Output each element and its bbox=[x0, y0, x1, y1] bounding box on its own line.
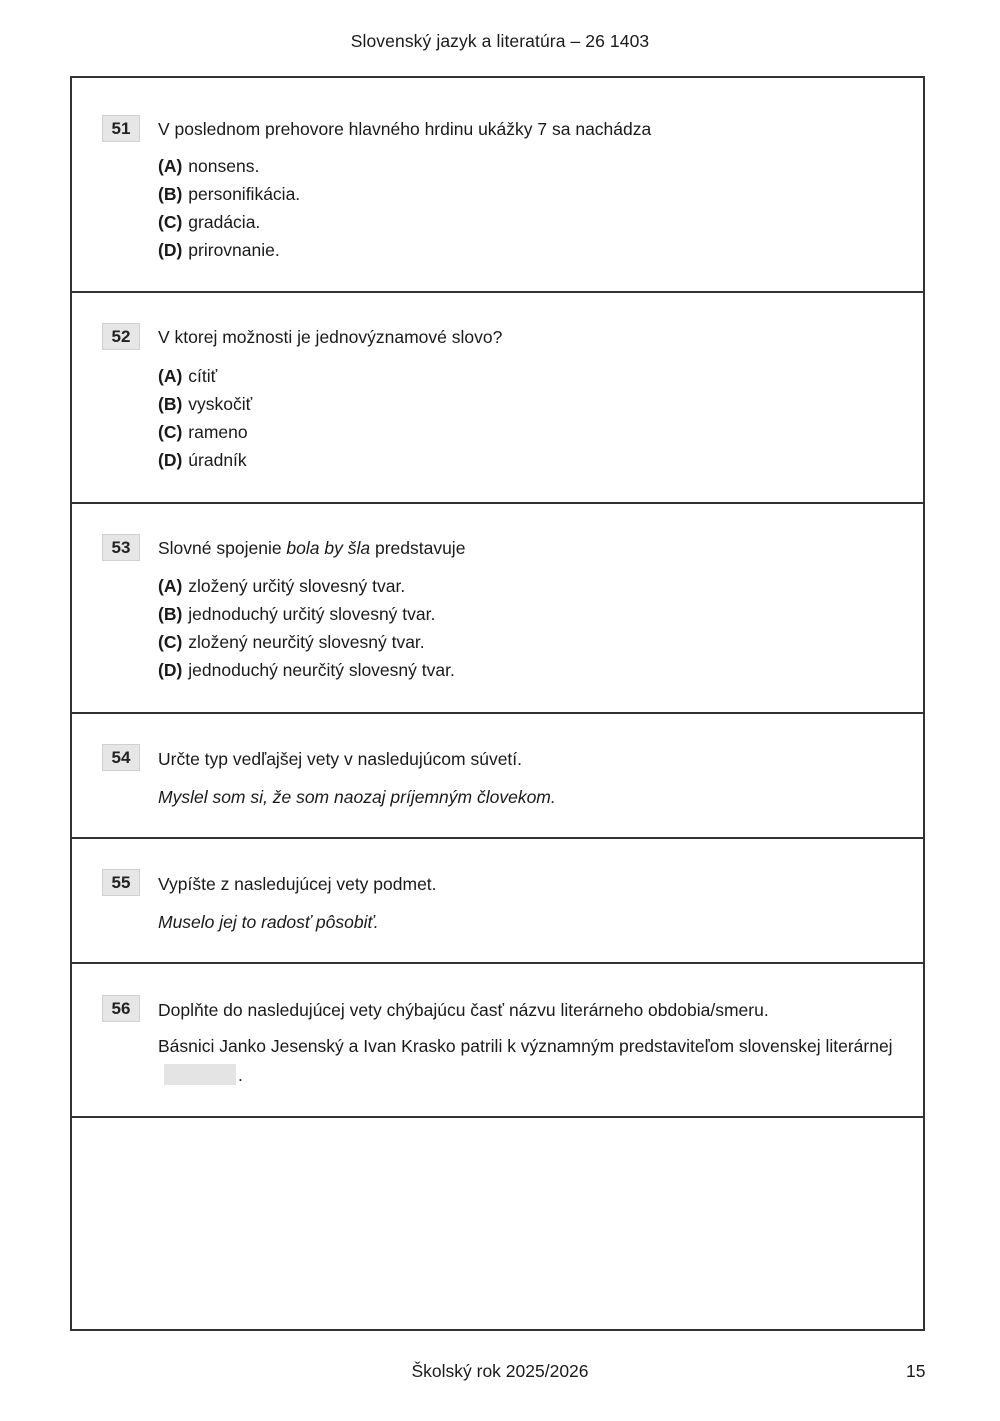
empty-answer-area bbox=[72, 1118, 923, 1329]
question-stem: V ktorej možnosti je jednovýznamové slovo? bbox=[158, 327, 503, 347]
option-letter: (C) bbox=[158, 212, 183, 232]
option-c[interactable] bbox=[158, 211, 300, 239]
example-sentence: Myslel som si, že som naozaj príjemným človekom. bbox=[158, 787, 556, 807]
question-number: 54 bbox=[102, 744, 140, 771]
question-51 bbox=[72, 78, 923, 293]
option-letter: (D) bbox=[158, 660, 183, 680]
option-text: zložený určitý slovesný tvar. bbox=[188, 576, 406, 596]
question-number: 52 bbox=[102, 323, 140, 350]
option-b[interactable] bbox=[158, 603, 455, 631]
question-53 bbox=[72, 502, 923, 714]
question-number: 51 bbox=[102, 115, 140, 142]
stem-text: Slovné spojenie bbox=[158, 538, 287, 558]
option-letter: (A) bbox=[158, 366, 183, 386]
option-b[interactable] bbox=[158, 183, 300, 211]
sentence-end: . bbox=[238, 1065, 243, 1085]
option-letter: (A) bbox=[158, 576, 183, 596]
question-55 bbox=[72, 837, 923, 964]
option-text: cítiť bbox=[188, 366, 218, 386]
example-sentence: Muselo jej to radosť pôsobiť. bbox=[158, 912, 379, 932]
option-text: úradník bbox=[188, 450, 247, 470]
option-d[interactable] bbox=[158, 239, 300, 267]
option-a[interactable] bbox=[158, 155, 300, 183]
option-text: nonsens. bbox=[188, 156, 260, 176]
question-number: 53 bbox=[102, 534, 140, 561]
option-text: vyskočiť bbox=[188, 394, 253, 414]
option-letter: (B) bbox=[158, 394, 183, 414]
option-letter: (D) bbox=[158, 240, 183, 260]
option-list bbox=[158, 365, 252, 477]
sentence-text: Básnici Janko Jesenský a Ivan Krasko patrili k významným predstaviteľom slovenskej literárnej bbox=[158, 1036, 893, 1056]
question-stem: V poslednom prehovore hlavného hrdinu ukážky 7 sa nachádza bbox=[158, 119, 652, 139]
option-text: jednoduchý neurčitý slovesný tvar. bbox=[188, 660, 455, 680]
option-letter: (C) bbox=[158, 422, 183, 442]
question-stem bbox=[158, 537, 465, 559]
option-letter: (A) bbox=[158, 156, 183, 176]
question-56 bbox=[72, 962, 923, 1118]
question-number: 55 bbox=[102, 869, 140, 896]
option-list bbox=[158, 575, 455, 687]
option-text: prirovnanie. bbox=[188, 240, 280, 260]
page-number: 15 bbox=[906, 1361, 926, 1381]
option-text: personifikácia. bbox=[188, 184, 301, 204]
question-52 bbox=[72, 291, 923, 504]
questions-frame bbox=[70, 76, 925, 1331]
option-d[interactable] bbox=[158, 449, 252, 477]
option-a[interactable] bbox=[158, 365, 252, 393]
page-header: Slovenský jazyk a literatúra – 26 1403 bbox=[350, 31, 650, 51]
option-text: gradácia. bbox=[188, 212, 261, 232]
option-letter: (C) bbox=[158, 632, 183, 652]
option-text: jednoduchý určitý slovesný tvar. bbox=[188, 604, 436, 624]
question-54 bbox=[72, 712, 923, 839]
stem-text: predstavuje bbox=[370, 538, 466, 558]
option-d[interactable] bbox=[158, 659, 455, 687]
stem-phrase: bola by šla bbox=[286, 538, 371, 558]
option-c[interactable] bbox=[158, 421, 252, 449]
school-year: Školský rok 2025/2026 bbox=[411, 1361, 589, 1381]
option-letter: (D) bbox=[158, 450, 183, 470]
option-a[interactable] bbox=[158, 575, 455, 603]
question-number: 56 bbox=[102, 995, 140, 1022]
option-text: rameno bbox=[188, 422, 248, 442]
answer-blank[interactable] bbox=[164, 1064, 236, 1085]
option-text: zložený neurčitý slovesný tvar. bbox=[188, 632, 425, 652]
option-c[interactable] bbox=[158, 631, 455, 659]
option-list bbox=[158, 155, 300, 267]
question-stem: Doplňte do nasledujúcej vety chýbajúcu časť názvu literárneho obdobia/smeru. bbox=[158, 1000, 769, 1020]
option-b[interactable] bbox=[158, 393, 252, 421]
option-letter: (B) bbox=[158, 604, 183, 624]
option-letter: (B) bbox=[158, 184, 183, 204]
question-stem: Vypíšte z nasledujúcej vety podmet. bbox=[158, 874, 437, 894]
fill-in-sentence bbox=[158, 1032, 898, 1090]
question-stem: Určte typ vedľajšej vety v nasledujúcom súvetí. bbox=[158, 749, 523, 769]
